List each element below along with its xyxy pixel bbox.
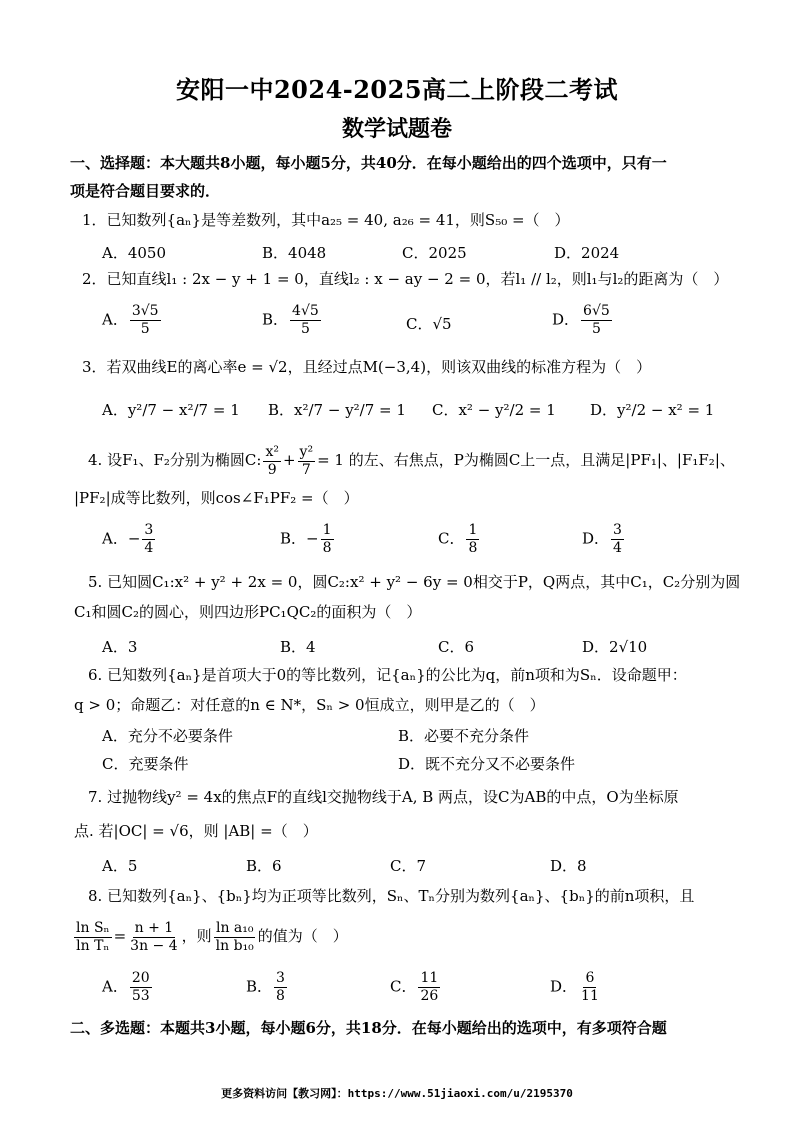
q8-option-c — [390, 970, 442, 1005]
question-7-stem-line2: 点. 若|OC| = √6，则 |AB| =（ ） — [74, 822, 318, 840]
denominator: 7 — [301, 461, 311, 478]
q8-option-a-fraction — [130, 970, 152, 1005]
q2-option-a-label: A． — [102, 310, 128, 329]
q6-option-d: D．既不充分又不必要条件 — [398, 755, 576, 773]
denominator: 8 — [276, 988, 285, 1004]
denominator: 26 — [420, 988, 439, 1004]
numerator: 4√5 — [292, 303, 319, 319]
question-7-stem-line1: 7. 过抛物线y² = 4x的焦点F的直线l交抛物线于A, B 两点，设C为AB的中点，O为坐标原 — [88, 788, 679, 806]
q1-option-b: B．4048 — [262, 244, 327, 262]
denominator: 11 — [581, 988, 599, 1004]
q5-option-d: D．2√10 — [582, 638, 648, 656]
q4-stem-text-2: = 1 的左、右焦点，P为椭圆C上一点，且满足|PF₁|、|F₁F₂|、 — [317, 451, 735, 469]
section2-heading: 二、多选题：本题共3小题，每小题6分，共18分．在每小题给出的选项中，有多项符合题 — [70, 1019, 667, 1037]
q8-option-d — [550, 970, 603, 1005]
q2-option-b-fraction — [290, 303, 321, 338]
q8-then: ，则 — [181, 927, 212, 945]
numerator: 20 — [131, 970, 150, 986]
numerator: 1 — [468, 522, 478, 538]
q8-equals: = — [113, 927, 127, 945]
q1-option-c: C．2025 — [402, 244, 467, 262]
q4-option-b-fraction — [321, 522, 334, 557]
q5-option-c: C．6 — [438, 638, 475, 656]
q6-option-b: B．必要不充分条件 — [398, 727, 530, 745]
q4-stem-text-1: 4. 设F₁、F₂分别为椭圆C: — [88, 451, 262, 469]
denominator: 5 — [591, 321, 601, 337]
denominator: ln b₁₀ — [215, 937, 254, 954]
denominator: 53 — [131, 988, 150, 1004]
q4-option-d — [582, 522, 626, 557]
question-3-stem: 3．若双曲线E的离心率e = √2，且经过点M(−3,4)，则该双曲线的标准方程为（ ） — [82, 358, 652, 376]
question-2-stem: 2．已知直线l₁ : 2x − y + 1 = 0，直线l₂ : x − ay − 2 = 0，若l₁ // l₂，则l₁与l₂的距离为（ ） — [82, 270, 729, 288]
q8-option-d-label: D． — [550, 977, 578, 996]
numerator: 6 — [585, 970, 595, 986]
q4-option-a — [102, 522, 157, 557]
q4-plus: + — [282, 451, 296, 469]
q8-ratio-ln-s-ln-t — [74, 920, 112, 955]
numerator: 6√5 — [583, 303, 610, 319]
q2-option-d — [552, 303, 614, 338]
q1-option-a: A．4050 — [102, 244, 167, 262]
q8-option-c-fraction — [418, 970, 440, 1005]
question-4-stem-line2: |PF₂|成等比数列，则cos∠F₁PF₂ =（ ） — [74, 489, 359, 507]
q4-option-d-label: D． — [582, 529, 610, 548]
denominator: 8 — [468, 540, 478, 556]
q2-option-d-fraction — [581, 303, 612, 338]
q5-option-a: A．3 — [102, 638, 138, 656]
q8-ratio-n — [128, 920, 179, 955]
question-6-stem-line2: q > 0；命题乙：对任意的n ∈ N*，Sₙ > 0恒成立，则甲是乙的（ ） — [74, 696, 545, 714]
denominator: 8 — [322, 540, 332, 556]
question-1-stem: 1．已知数列{aₙ}是等差数列，其中a₂₅ = 40, a₂₆ = 41，则S₅₀ =（ ） — [82, 211, 570, 229]
numerator: x² — [265, 443, 279, 460]
q8-option-a-label: A． — [102, 977, 128, 996]
question-8-stem-line1: 8. 已知数列{aₙ}、{bₙ}均为正项等比数列，Sₙ、Tₙ分别为数列{aₙ}、{bₙ}的前n项积，且 — [88, 887, 695, 905]
question-4-stem-line1 — [88, 440, 735, 480]
q8-option-b — [246, 970, 289, 1005]
q8-option-c-label: C． — [390, 977, 417, 996]
exam-title: 安阳一中2024-2025高二上阶段二考试 — [175, 75, 619, 104]
q7-option-c: C．7 — [390, 857, 427, 875]
q6-option-a: A．充分不必要条件 — [102, 727, 233, 745]
q8-ratio-ln-a-ln-b — [214, 920, 256, 955]
denominator: ln Tₙ — [76, 937, 110, 954]
q4-option-d-fraction — [611, 522, 624, 557]
q8-tail: 的值为（ ） — [257, 927, 348, 945]
numerator: 3 — [276, 970, 285, 986]
q4-ellipse-x-term — [263, 444, 281, 479]
question-5-stem-line1: 5. 已知圆C₁:x² + y² + 2x = 0，圆C₂:x² + y² − 6y = 0相交于P，Q两点，其中C₁，C₂分别为圆 — [88, 573, 741, 591]
q2-option-d-label: D． — [552, 310, 580, 329]
footer-prefix: 更多资料访问【教习网】： — [221, 1087, 348, 1100]
numerator: 1 — [322, 522, 332, 538]
exam-subtitle: 数学试题卷 — [341, 116, 452, 142]
denominator: 4 — [144, 540, 154, 556]
numerator: 3 — [613, 522, 622, 538]
q7-option-b: B．6 — [246, 857, 282, 875]
footer-url-link[interactable]: https://www.51jiaoxi.com/u/2195370 — [347, 1087, 573, 1100]
denominator: 5 — [300, 321, 310, 337]
q4-option-c-fraction — [466, 522, 479, 557]
q8-option-d-fraction — [579, 970, 601, 1005]
q2-option-a-fraction — [130, 303, 161, 338]
q2-option-b — [262, 303, 323, 338]
numerator: ln Sₙ — [76, 919, 110, 936]
q2-option-b-label: B． — [262, 310, 289, 329]
q2-option-c: C．√5 — [406, 315, 452, 333]
q8-option-b-label: B． — [246, 977, 273, 996]
q7-option-d: D．8 — [550, 857, 587, 875]
denominator: 4 — [613, 540, 622, 556]
numerator: n + 1 — [134, 919, 174, 936]
q4-option-b — [280, 522, 336, 557]
numerator: ln a₁₀ — [215, 919, 254, 936]
q3-option-d: D．y²/2 − x² = 1 — [590, 401, 715, 419]
question-6-stem-line1: 6. 已知数列{aₙ}是首项大于0的等比数列，记{aₙ}的公比为q，前n项和为Sₙ．设命题甲： — [88, 666, 687, 684]
q4-option-b-label: B．− — [280, 529, 319, 548]
q3-option-a: A．y²/7 − x²/7 = 1 — [102, 401, 240, 419]
q4-ellipse-y-term — [298, 444, 316, 479]
q1-option-d: D．2024 — [554, 244, 620, 262]
denominator: 3n − 4 — [130, 937, 178, 954]
q8-option-b-fraction — [274, 970, 287, 1005]
numerator: 11 — [420, 970, 439, 986]
q5-option-b: B．4 — [280, 638, 316, 656]
numerator: 3 — [144, 522, 154, 538]
denominator: 5 — [140, 321, 150, 337]
q4-option-c — [438, 522, 481, 557]
section1-heading-line1: 一、选择题：本大题共8小题，每小题5分，共40分．在每小题给出的四个选项中，只有一 — [70, 154, 667, 172]
denominator: 9 — [267, 461, 277, 478]
q8-option-a — [102, 970, 154, 1005]
q6-option-c: C．充要条件 — [102, 755, 189, 773]
numerator: y² — [299, 443, 314, 460]
q2-option-a — [102, 303, 163, 338]
q3-option-b: B．x²/7 − y²/7 = 1 — [268, 401, 406, 419]
q4-option-a-fraction — [142, 522, 155, 557]
footer-resource-link — [0, 1085, 794, 1101]
question-5-stem-line2: C₁和圆C₂的圆心，则四边形PC₁QC₂的面积为（ ） — [74, 603, 422, 621]
q4-option-c-label: C． — [438, 529, 465, 548]
q7-option-a: A．5 — [102, 857, 138, 875]
question-8-stem-line2 — [72, 916, 348, 956]
q3-option-c: C．x² − y²/2 = 1 — [432, 401, 556, 419]
q4-option-a-label: A．− — [102, 529, 141, 548]
numerator: 3√5 — [131, 303, 159, 319]
section1-heading-line2: 项是符合题目要求的． — [70, 182, 221, 200]
